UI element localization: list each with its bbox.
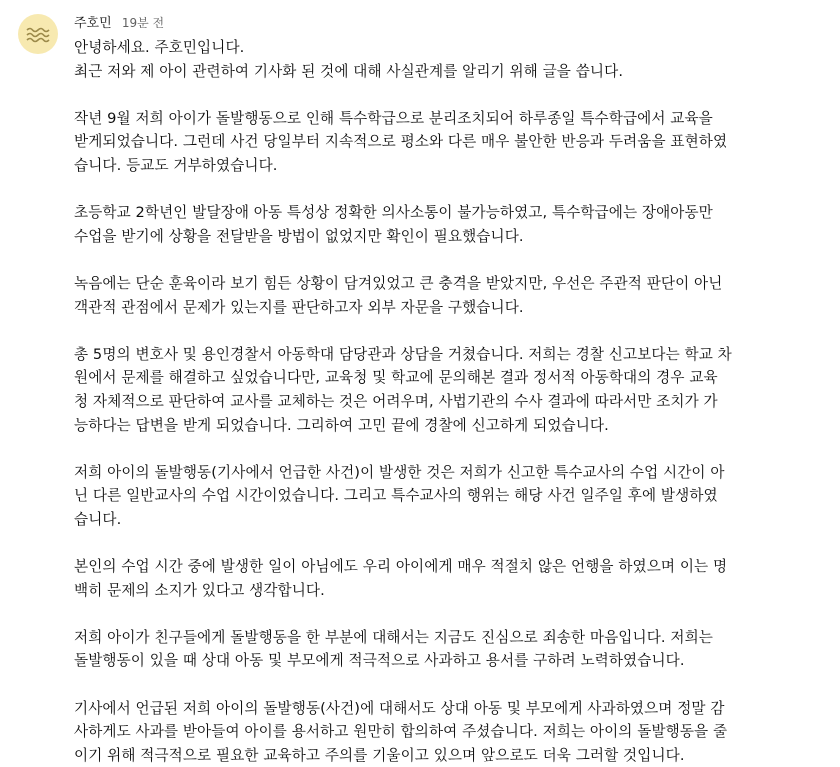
comment-paragraph [74, 697, 830, 767]
comment-line: 안녕하세요. 주호민입니다. [74, 39, 245, 56]
paragraph-spacer [74, 248, 830, 272]
comment-line: 능하다는 답변을 받게 되었습니다. 그리하여 고민 끝에 경찰에 신고하게 되었습니다. [74, 416, 609, 434]
paragraph-spacer [74, 319, 830, 343]
comment-content [74, 12, 830, 767]
paragraph-spacer [74, 437, 830, 461]
comment-line: 돌발행동이 있을 때 상대 아동 및 부모에게 적극적으로 사과하고 용서를 구하려 노력하였습니다. [74, 652, 685, 670]
paragraph-spacer [74, 83, 830, 107]
comment-paragraph [74, 107, 830, 178]
comment-line: 기사에서 언급된 저희 아이의 돌발행동(사건)에 대해서도 상대 아동 및 부모에게 사과하였으며 정말 감 [74, 699, 725, 717]
comment-line: 닌 다른 일반교사의 수업 시간이었습니다. 그리고 특수교사의 행위는 해당 사건 일주일 후에 발생하였 [74, 487, 718, 505]
comment-line: 초등학교 2학년인 발달장애 아동 특성상 정확한 의사소통이 불가능하였고, 특수학급에는 장애아동만 [74, 204, 713, 222]
comment-paragraph [74, 201, 830, 248]
comment-paragraph [74, 36, 830, 83]
comment-line: 습니다. 등교도 거부하였습니다. [74, 156, 278, 174]
comment-line: 청 자체적으로 판단하여 교사를 교체하는 것은 어려우며, 사법기관의 수사 결과에 따라서만 조치가 가 [74, 392, 718, 410]
comment-paragraph [74, 555, 830, 602]
comment-line: 객관적 관점에서 문제가 있는지를 판단하고자 외부 자문을 구했습니다. [74, 298, 524, 316]
comment-line: 원에서 문제를 해결하고 싶었습니다만, 교육청 및 학교에 문의해본 결과 정서적 아동학대의 경우 교육 [74, 369, 718, 387]
comment-author[interactable]: 주호민 [74, 16, 112, 31]
comment-line: 본인의 수업 시간 중에 발생한 일이 아님에도 우리 아이에게 매우 적절치 않은 언행을 하였으며 이는 명 [74, 558, 728, 576]
paragraph-spacer [74, 178, 830, 202]
paragraph-spacer [74, 531, 830, 555]
comment-line: 총 5명의 변호사 및 용인경찰서 아동학대 담당관과 상담을 거쳤습니다. 저희는 경찰 신고보다는 학교 차 [74, 345, 732, 363]
comment-line: 저희 아이의 돌발행동(기사에서 언급한 사건)이 발생한 것은 저희가 신고한 특수교사의 수업 시간이 아 [74, 463, 725, 481]
comment-line: 저희 아이가 친구들에게 돌발행동을 한 부분에 대해서는 지금도 진심으로 죄송한 마음입니다. 저희는 [74, 628, 713, 646]
comment-line: 수업을 받기에 상황을 전달받을 방법이 없었지만 확인이 필요했습니다. [74, 227, 524, 245]
comment-header [74, 12, 830, 34]
paragraph-spacer [74, 673, 830, 697]
comment-line: 녹음에는 단순 훈육이라 보기 힘든 상황이 담겨있었고 큰 충격을 받았지만, 우선은 주관적 판단이 아닌 [74, 274, 723, 292]
comment-timestamp[interactable]: 19분 전 [121, 16, 165, 30]
comment-paragraph [74, 461, 830, 532]
comment-line: 사하게도 사과를 받아들여 아이를 용서하고 원만히 합의하여 주셨습니다. 저희는 아이의 돌발행동을 줄 [74, 723, 728, 741]
comment-line: 작년 9월 저희 아이가 돌발행동으로 인해 특수학급으로 분리조치되어 하루종일 특수학급에서 교육을 [74, 109, 713, 127]
paragraph-spacer [74, 602, 830, 626]
comment-paragraph [74, 343, 830, 437]
comment-line: 백히 문제의 소지가 있다고 생각합니다. [74, 581, 325, 599]
comment-paragraph [74, 626, 830, 673]
wave-emoji-avatar-icon [25, 24, 51, 44]
comment-line: 습니다. [74, 510, 122, 528]
comment-text [74, 36, 830, 767]
comment-line: 최근 저와 제 아이 관련하여 기사화 된 것에 대해 사실관계를 알리기 위해 글을 씁니다. [74, 62, 624, 80]
comment-line: 이기 위해 적극적으로 필요한 교육하고 주의를 기울이고 있으며 앞으로도 더욱 그러할 것입니다. [74, 746, 685, 764]
comment-paragraph [74, 272, 830, 319]
avatar[interactable] [18, 14, 58, 54]
comment-line: 받게되었습니다. 그런데 사건 당일부터 지속적으로 평소와 다른 매우 불안한 반응과 두려움을 표현하였 [74, 133, 728, 151]
